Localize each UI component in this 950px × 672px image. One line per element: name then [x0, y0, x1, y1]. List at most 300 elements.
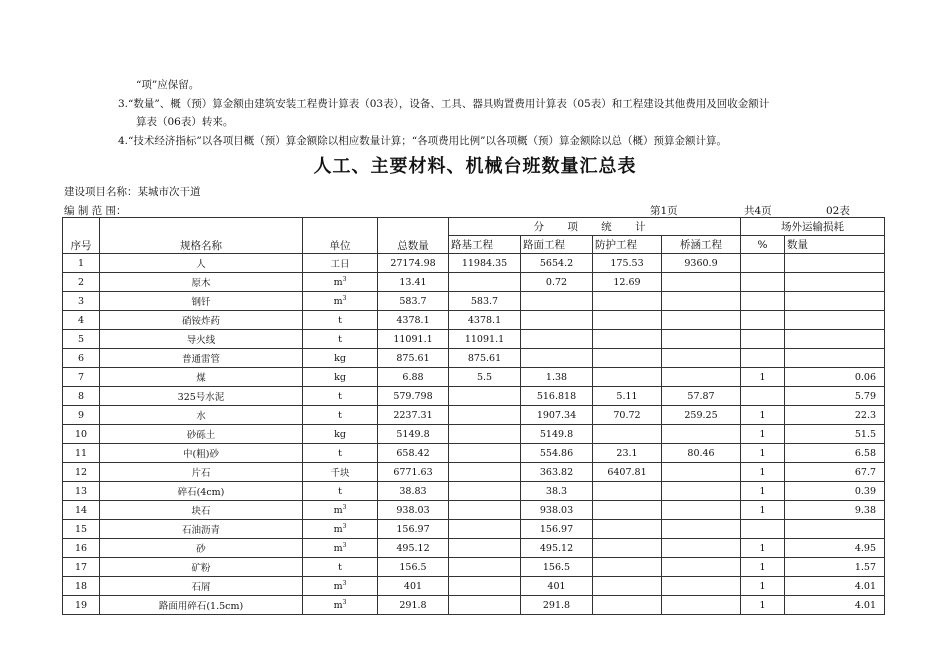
cell-quantity	[785, 425, 885, 444]
cell-pavement	[521, 311, 593, 330]
notes-section	[118, 76, 898, 150]
cell-unit-text: t	[338, 410, 342, 422]
cell-bridge	[662, 368, 741, 387]
cell-bridge	[662, 254, 741, 273]
cell-bridge	[662, 330, 741, 349]
cell-index	[63, 463, 100, 482]
header-quantity: 数量	[785, 236, 885, 254]
cell-protection	[593, 349, 662, 368]
cell-name	[100, 330, 303, 349]
cell-bridge	[662, 463, 741, 482]
cell-total	[378, 406, 449, 425]
cell-percent-text: 1	[759, 485, 766, 497]
cell-name-text: 块石	[191, 506, 211, 517]
cell-roadbed	[449, 254, 521, 273]
cell-quantity-text: 9.38	[854, 504, 877, 516]
cell-pavement-text: 495.12	[539, 542, 574, 554]
cell-quantity	[785, 596, 885, 615]
cell-total-text: 583.7	[399, 295, 427, 307]
cell-roadbed	[449, 387, 521, 406]
cell-pavement	[521, 501, 593, 520]
table-body	[63, 254, 885, 615]
cell-unit	[303, 273, 378, 292]
cell-unit	[303, 311, 378, 330]
cell-index-text: 16	[74, 542, 88, 554]
cell-total-text: 6.88	[402, 371, 424, 383]
unit-exponent: 3	[342, 503, 347, 511]
cell-name	[100, 311, 303, 330]
cell-bridge	[662, 406, 741, 425]
note-line: 4.“技术经济指标”以各项目概（预）算金额除以相应数量计算；“各项费用比例”以各项概（预）算金额除以总（概）预算金额计算。	[118, 134, 727, 147]
cell-percent	[741, 406, 785, 425]
cell-pavement	[521, 273, 593, 292]
cell-total	[378, 349, 449, 368]
cell-percent-text: 1	[759, 409, 766, 421]
cell-total	[378, 596, 449, 615]
header-row-top	[63, 218, 885, 236]
cell-index	[63, 577, 100, 596]
cell-roadbed	[449, 558, 521, 577]
cell-roadbed-text: 11091.1	[464, 333, 505, 345]
cell-bridge	[662, 425, 741, 444]
cell-name-text: 水	[196, 411, 206, 422]
cell-bridge	[662, 311, 741, 330]
cell-protection-text: 175.53	[610, 257, 644, 269]
project-name: 建设项目名称：某城市次干道	[64, 186, 201, 198]
page-title: 人工、主要材料、机械台班数量汇总表	[313, 156, 637, 177]
cell-total	[378, 558, 449, 577]
cell-name	[100, 463, 303, 482]
cell-total-text: 658.42	[396, 447, 430, 459]
cell-pavement	[521, 425, 593, 444]
cell-total	[378, 273, 449, 292]
cell-unit	[303, 463, 378, 482]
cell-quantity-text: 0.06	[854, 371, 877, 383]
cell-percent	[741, 539, 785, 558]
cell-total-text: 6771.63	[393, 466, 433, 478]
cell-unit	[303, 254, 378, 273]
cell-name	[100, 558, 303, 577]
cell-name	[100, 482, 303, 501]
cell-quantity	[785, 558, 885, 577]
cell-index-text: 12	[74, 466, 88, 478]
cell-index	[63, 254, 100, 273]
cell-percent	[741, 558, 785, 577]
cell-roadbed	[449, 444, 521, 463]
cell-percent-text: 1	[759, 371, 766, 383]
cell-quantity	[785, 539, 885, 558]
cell-roadbed	[449, 577, 521, 596]
cell-quantity-text: 4.01	[854, 580, 877, 592]
cell-total-text: 2237.31	[393, 409, 433, 421]
cell-total	[378, 387, 449, 406]
cell-total	[378, 254, 449, 273]
cell-pavement-text: 1907.34	[536, 409, 577, 421]
cell-bridge	[662, 482, 741, 501]
cell-index-text: 2	[77, 276, 85, 288]
cell-total-text: 156.5	[399, 561, 427, 573]
cell-quantity	[785, 273, 885, 292]
cell-quantity	[785, 387, 885, 406]
cell-name-text: 导火线	[186, 335, 216, 346]
cell-index	[63, 520, 100, 539]
cell-percent	[741, 273, 785, 292]
cell-total	[378, 577, 449, 596]
cell-total	[378, 330, 449, 349]
cell-bridge-text: 259.25	[684, 409, 718, 421]
cell-quantity	[785, 292, 885, 311]
unit-exponent: 3	[342, 522, 347, 530]
cell-roadbed	[449, 463, 521, 482]
cell-pavement-text: 156.5	[542, 561, 571, 573]
cell-unit-text: t	[338, 448, 342, 460]
cell-index	[63, 501, 100, 520]
cell-unit-text: t	[338, 562, 342, 574]
cell-pavement	[521, 520, 593, 539]
cell-name-text: 人	[196, 259, 206, 270]
cell-bridge	[662, 558, 741, 577]
unit-exponent: 3	[342, 541, 347, 549]
cell-percent-text: 1	[759, 504, 766, 516]
cell-protection	[593, 368, 662, 387]
cell-quantity	[785, 349, 885, 368]
cell-bridge	[662, 349, 741, 368]
cell-index-text: 15	[74, 523, 88, 535]
cell-protection	[593, 577, 662, 596]
cell-name	[100, 596, 303, 615]
cell-index	[63, 482, 100, 501]
table-row	[63, 539, 885, 558]
cell-name	[100, 406, 303, 425]
cell-index	[63, 273, 100, 292]
cell-unit	[303, 444, 378, 463]
cell-percent-text: 1	[759, 428, 766, 440]
cell-total-text: 11091.1	[393, 333, 433, 345]
cell-name-text: 片石	[191, 468, 211, 479]
cell-name-text: 石油沥青	[181, 525, 220, 536]
cell-percent	[741, 425, 785, 444]
header-bridge: 桥涵工程	[662, 236, 741, 254]
unit-exponent: 3	[342, 598, 347, 606]
cell-name-text: 矿粉	[191, 563, 211, 574]
table-row	[63, 520, 885, 539]
cell-bridge	[662, 444, 741, 463]
cell-roadbed-text: 4378.1	[467, 314, 502, 326]
cell-pavement	[521, 539, 593, 558]
cell-pavement-text: 938.03	[539, 504, 574, 516]
cell-name	[100, 577, 303, 596]
cell-total	[378, 520, 449, 539]
cell-pavement-text: 0.72	[545, 276, 568, 288]
cell-roadbed-text: 5.5	[476, 371, 493, 383]
cell-unit-text: m	[333, 277, 343, 289]
form-number: 02表	[826, 205, 850, 217]
cell-unit-text: 千块	[330, 468, 350, 479]
cell-unit	[303, 501, 378, 520]
table-row	[63, 596, 885, 615]
page-total: 共4页	[744, 205, 772, 217]
cell-protection	[593, 292, 662, 311]
cell-unit-text: kg	[334, 372, 346, 384]
cell-percent	[741, 463, 785, 482]
cell-protection	[593, 558, 662, 577]
cell-unit	[303, 539, 378, 558]
cell-unit	[303, 596, 378, 615]
header-unit: 单位	[303, 218, 378, 254]
cell-pavement	[521, 387, 593, 406]
cell-roadbed	[449, 501, 521, 520]
cell-pavement-text: 401	[547, 580, 566, 592]
cell-pavement	[521, 596, 593, 615]
cell-unit-text: m	[333, 505, 343, 517]
table-row	[63, 501, 885, 520]
cell-percent-text: 1	[759, 447, 766, 459]
cell-name-text: 石屑	[191, 582, 211, 593]
cell-percent	[741, 368, 785, 387]
cell-percent-text: 1	[759, 599, 766, 611]
cell-index-text: 18	[74, 580, 88, 592]
cell-protection	[593, 501, 662, 520]
cell-total-text: 13.41	[399, 276, 427, 288]
cell-pavement	[521, 406, 593, 425]
cell-bridge	[662, 501, 741, 520]
cell-pavement	[521, 368, 593, 387]
cell-quantity	[785, 482, 885, 501]
cell-pavement-text: 38.3	[545, 485, 568, 497]
cell-bridge-text: 57.87	[687, 390, 715, 402]
cell-index	[63, 406, 100, 425]
cell-index-text: 9	[77, 409, 85, 421]
cell-index-text: 4	[77, 314, 85, 326]
cell-name	[100, 444, 303, 463]
cell-total-text: 938.03	[396, 504, 430, 516]
cell-roadbed	[449, 425, 521, 444]
table-row	[63, 292, 885, 311]
cell-name-text: 砂砾土	[186, 430, 216, 441]
cell-unit	[303, 577, 378, 596]
cell-name-text: 路面用碎石(1.5cm)	[158, 601, 244, 612]
header-loss: 场外运输损耗	[741, 218, 885, 236]
table-row	[63, 444, 885, 463]
cell-pavement	[521, 254, 593, 273]
cell-protection	[593, 311, 662, 330]
table-row	[63, 254, 885, 273]
cell-total-text: 495.12	[396, 542, 430, 554]
cell-quantity-text: 0.39	[854, 485, 877, 497]
table-row	[63, 368, 885, 387]
cell-total-text: 38.83	[399, 485, 427, 497]
cell-name	[100, 368, 303, 387]
cell-index	[63, 558, 100, 577]
cell-bridge-text: 9360.9	[684, 257, 718, 269]
table-row	[63, 330, 885, 349]
cell-roadbed-text: 875.61	[467, 352, 502, 364]
cell-index-text: 1	[77, 257, 85, 269]
cell-name	[100, 273, 303, 292]
cell-unit-text: m	[333, 581, 343, 593]
cell-pavement-text: 291.8	[542, 599, 571, 611]
note-line: “项”应保留。	[136, 79, 200, 91]
cell-quantity-text: 51.5	[854, 428, 877, 440]
header-pavement: 路面工程	[521, 236, 593, 254]
cell-quantity	[785, 254, 885, 273]
cell-name-text: 普通雷管	[181, 354, 220, 365]
cell-unit	[303, 558, 378, 577]
cell-name-text: 砂	[196, 544, 206, 555]
cell-total	[378, 444, 449, 463]
table-row	[63, 577, 885, 596]
note-line: 算表（06表）转来。	[136, 116, 234, 129]
cell-index-text: 17	[74, 561, 88, 573]
table-row	[63, 558, 885, 577]
cell-quantity-text: 1.57	[854, 561, 877, 573]
cell-index-text: 8	[77, 390, 85, 402]
cell-protection	[593, 596, 662, 615]
cell-protection-text: 12.69	[613, 276, 641, 288]
cell-name	[100, 349, 303, 368]
cell-percent	[741, 482, 785, 501]
cell-bridge	[662, 520, 741, 539]
cell-index-text: 14	[74, 504, 88, 516]
cell-percent	[741, 311, 785, 330]
cell-bridge	[662, 539, 741, 558]
header-breakdown: 分 项 统 计	[449, 218, 741, 236]
cell-unit	[303, 292, 378, 311]
cell-unit	[303, 520, 378, 539]
cell-unit	[303, 482, 378, 501]
cell-index	[63, 425, 100, 444]
cell-total	[378, 368, 449, 387]
cell-pavement	[521, 558, 593, 577]
cell-protection-text: 70.72	[613, 409, 641, 421]
cell-index-text: 5	[77, 333, 85, 345]
cell-unit-text: m	[333, 524, 343, 536]
cell-percent	[741, 501, 785, 520]
cell-unit-text: t	[338, 486, 342, 498]
cell-roadbed	[449, 520, 521, 539]
cell-index	[63, 330, 100, 349]
cell-total	[378, 292, 449, 311]
cell-pavement-text: 5654.2	[539, 257, 574, 269]
cell-unit	[303, 387, 378, 406]
cell-total	[378, 482, 449, 501]
cell-index	[63, 368, 100, 387]
cell-name-text: 硝铵炸药	[181, 316, 220, 327]
summary-table	[62, 217, 885, 615]
cell-quantity-text: 22.3	[854, 409, 877, 421]
cell-quantity	[785, 330, 885, 349]
cell-unit	[303, 425, 378, 444]
cell-protection-text: 5.11	[616, 390, 638, 402]
cell-roadbed	[449, 273, 521, 292]
cell-total-text: 875.61	[396, 352, 430, 364]
cell-total-text: 579.798	[393, 390, 433, 402]
cell-protection	[593, 482, 662, 501]
cell-quantity	[785, 406, 885, 425]
cell-unit	[303, 349, 378, 368]
cell-percent	[741, 330, 785, 349]
cell-quantity	[785, 577, 885, 596]
cell-protection	[593, 387, 662, 406]
cell-bridge	[662, 273, 741, 292]
cell-unit-text: m	[333, 543, 343, 555]
header-percent: %	[741, 236, 785, 254]
cell-index	[63, 387, 100, 406]
cell-pavement	[521, 292, 593, 311]
cell-percent	[741, 349, 785, 368]
cell-quantity-text: 6.58	[854, 447, 877, 459]
cell-pavement	[521, 463, 593, 482]
cell-total	[378, 463, 449, 482]
cell-unit-text: kg	[334, 429, 346, 441]
cell-unit-text: t	[338, 334, 342, 346]
cell-name-text: 原木	[191, 278, 211, 289]
table-row	[63, 425, 885, 444]
cell-name	[100, 501, 303, 520]
cell-quantity	[785, 501, 885, 520]
cell-pavement	[521, 577, 593, 596]
cell-protection	[593, 444, 662, 463]
cell-pavement-text: 1.38	[545, 371, 568, 383]
cell-protection-text: 6407.81	[607, 466, 647, 478]
table-row	[63, 387, 885, 406]
cell-unit-text: t	[338, 391, 342, 403]
header-name: 规格名称	[100, 218, 303, 254]
cell-percent	[741, 444, 785, 463]
cell-index	[63, 292, 100, 311]
cell-index-text: 10	[74, 428, 88, 440]
table-row	[63, 406, 885, 425]
cell-index-text: 7	[77, 371, 85, 383]
cell-name	[100, 425, 303, 444]
cell-quantity-text: 5.79	[854, 390, 877, 402]
unit-exponent: 3	[342, 275, 347, 283]
cell-percent	[741, 577, 785, 596]
cell-pavement	[521, 349, 593, 368]
table-row	[63, 273, 885, 292]
scope-label: 编 制 范 围：	[64, 205, 127, 217]
cell-unit-text: m	[333, 296, 343, 308]
cell-total	[378, 311, 449, 330]
page-number: 第1页	[650, 205, 678, 217]
cell-index-text: 6	[77, 352, 85, 364]
table-row	[63, 463, 885, 482]
cell-name-text: 碎石(4cm)	[177, 487, 225, 498]
cell-bridge	[662, 596, 741, 615]
cell-roadbed	[449, 292, 521, 311]
cell-protection	[593, 254, 662, 273]
cell-total-text: 156.97	[396, 523, 430, 535]
cell-protection	[593, 330, 662, 349]
cell-percent	[741, 254, 785, 273]
cell-percent-text: 1	[759, 542, 766, 554]
header-protection: 防护工程	[593, 236, 662, 254]
cell-percent	[741, 520, 785, 539]
table-row	[63, 349, 885, 368]
cell-name	[100, 292, 303, 311]
cell-name-text: 中(粗)砂	[183, 449, 219, 460]
cell-name-text: 钢钎	[191, 297, 211, 308]
cell-name-text: 煤	[196, 373, 206, 384]
cell-name	[100, 254, 303, 273]
cell-percent	[741, 292, 785, 311]
cell-index	[63, 444, 100, 463]
cell-roadbed	[449, 596, 521, 615]
cell-roadbed-text: 583.7	[470, 295, 499, 307]
cell-index-text: 19	[74, 599, 88, 611]
cell-pavement-text: 554.86	[539, 447, 574, 459]
cell-total-text: 401	[403, 580, 423, 592]
